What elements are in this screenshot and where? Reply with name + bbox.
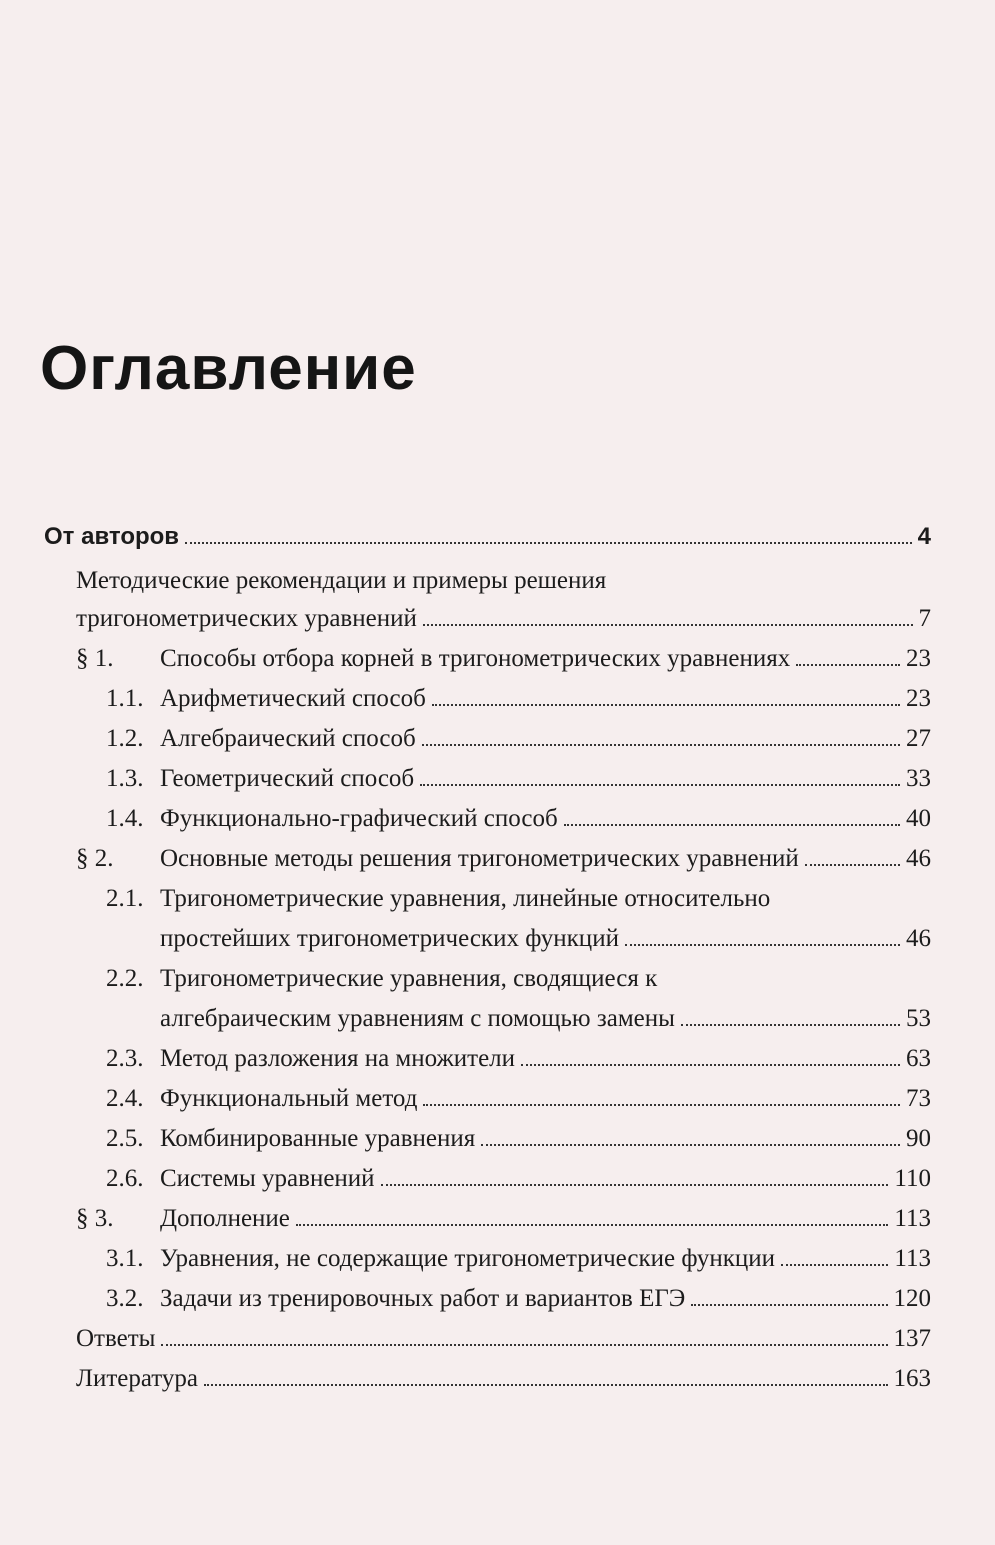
toc-entry-2-2[interactable] bbox=[160, 1004, 931, 1034]
toc-entry-title-line1: Тригонометрические уравнения, сводящиеся к bbox=[160, 965, 658, 992]
toc-entry-title: Системы уравнений bbox=[160, 1165, 375, 1192]
toc-entry-title: От авторов bbox=[44, 523, 180, 550]
toc-entry-number: 2.5. bbox=[106, 1125, 144, 1152]
toc-entry-number: 3.2. bbox=[106, 1285, 144, 1312]
toc-entry-2-3[interactable] bbox=[106, 1044, 931, 1074]
toc-entry-title: Арифметический способ bbox=[160, 685, 426, 712]
toc-entry-1-3[interactable] bbox=[106, 764, 931, 794]
toc-entry-literature[interactable] bbox=[76, 1364, 931, 1394]
toc-entry-3-1[interactable] bbox=[106, 1244, 931, 1274]
toc-page-number: 63 bbox=[906, 1045, 931, 1072]
toc-entry-title: Комбинированные уравнения bbox=[160, 1125, 476, 1152]
toc-entry-number: § 2. bbox=[76, 845, 114, 872]
toc-page-number: 110 bbox=[894, 1165, 931, 1192]
toc-entry-2-1-line1 bbox=[106, 884, 770, 914]
toc-entry-title-line1: Методические рекомендации и примеры решения bbox=[76, 567, 607, 594]
toc-entry-1-1[interactable] bbox=[106, 684, 931, 714]
toc-entry-title: Геометрический способ bbox=[160, 765, 415, 792]
toc-entry-title: Уравнения, не содержащие тригонометрические функции bbox=[160, 1245, 776, 1272]
dot-leader bbox=[423, 624, 913, 626]
dot-leader bbox=[161, 1344, 887, 1346]
toc-entry-number: 1.4. bbox=[106, 805, 144, 832]
dot-leader bbox=[381, 1184, 889, 1186]
toc-entry-number: 2.6. bbox=[106, 1165, 144, 1192]
toc-page-number: 40 bbox=[906, 805, 931, 832]
toc-entry-number: 2.4. bbox=[106, 1085, 144, 1112]
dot-leader bbox=[296, 1224, 889, 1226]
dot-leader bbox=[420, 784, 900, 786]
toc-entry-number: § 3. bbox=[76, 1205, 114, 1232]
toc-page-number: 73 bbox=[906, 1085, 931, 1112]
toc-entry-3-2[interactable] bbox=[106, 1284, 931, 1314]
toc-entry-title: Ответы bbox=[76, 1325, 156, 1352]
toc-page-number: 137 bbox=[893, 1325, 931, 1352]
toc-entry-section-1[interactable] bbox=[76, 644, 931, 674]
dot-leader bbox=[521, 1064, 900, 1066]
toc-entry-2-6[interactable] bbox=[106, 1164, 931, 1194]
toc-page-number: 113 bbox=[894, 1205, 931, 1232]
toc-page-number: 23 bbox=[906, 645, 931, 672]
toc-page-number: 113 bbox=[894, 1245, 931, 1272]
toc-entry-number: 1.3. bbox=[106, 765, 144, 792]
toc-entry-title: тригонометрических уравнений bbox=[76, 605, 417, 632]
dot-leader bbox=[681, 1024, 900, 1026]
dot-leader bbox=[423, 1104, 900, 1106]
toc-entry-answers[interactable] bbox=[76, 1324, 931, 1354]
dot-leader bbox=[805, 864, 900, 866]
toc-entry-number: 2.2. bbox=[106, 965, 144, 992]
toc-page-number: 120 bbox=[893, 1285, 931, 1312]
toc-entry-2-2-line1 bbox=[106, 964, 657, 994]
toc-entry-title: Задачи из тренировочных работ и вариантов ЕГЭ bbox=[160, 1285, 686, 1312]
dot-leader bbox=[781, 1264, 888, 1266]
toc-entry-2-5[interactable] bbox=[106, 1124, 931, 1154]
toc-page-number: 27 bbox=[906, 725, 931, 752]
toc-page-number: 4 bbox=[917, 523, 931, 550]
toc-entry-title: простейших тригонометрических функций bbox=[160, 925, 619, 952]
toc-page-number: 163 bbox=[893, 1365, 931, 1392]
toc-entry-title: Способы отбора корней в тригонометрических уравнениях bbox=[160, 645, 791, 672]
toc-entry-methodical[interactable] bbox=[76, 604, 931, 634]
toc-entry-1-4[interactable] bbox=[106, 804, 931, 834]
toc-entry-authors[interactable] bbox=[44, 522, 931, 552]
dot-leader bbox=[204, 1384, 888, 1386]
toc-entry-number: § 1. bbox=[76, 645, 114, 672]
toc-page-number: 46 bbox=[906, 845, 931, 872]
toc-entry-number: 2.1. bbox=[106, 885, 144, 912]
dot-leader bbox=[481, 1144, 900, 1146]
dot-leader bbox=[625, 944, 900, 946]
toc-entry-section-3[interactable] bbox=[76, 1204, 931, 1234]
toc-entry-number: 3.1. bbox=[106, 1245, 144, 1272]
toc-entry-title: Алгебраический способ bbox=[160, 725, 416, 752]
dot-leader bbox=[564, 824, 900, 826]
toc-entry-title: Функциональный метод bbox=[160, 1085, 418, 1112]
dot-leader bbox=[432, 704, 900, 706]
toc-entry-number: 1.1. bbox=[106, 685, 144, 712]
toc-entry-title: Литература bbox=[76, 1365, 198, 1392]
toc-entry-number: 2.3. bbox=[106, 1045, 144, 1072]
dot-leader bbox=[691, 1304, 887, 1306]
toc-entry-title: Основные методы решения тригонометрических уравнений bbox=[160, 845, 799, 872]
toc-entry-1-2[interactable] bbox=[106, 724, 931, 754]
dot-leader bbox=[796, 664, 900, 666]
toc-entry-title: Функционально-графический способ bbox=[160, 805, 558, 832]
toc-page-number: 7 bbox=[918, 605, 931, 632]
toc-page-number: 90 bbox=[906, 1125, 931, 1152]
toc-entry-section-2[interactable] bbox=[76, 844, 931, 874]
toc-entry-2-4[interactable] bbox=[106, 1084, 931, 1114]
page-title: Оглавление bbox=[40, 334, 417, 403]
dot-leader bbox=[185, 542, 912, 544]
toc-entry-number: 1.2. bbox=[106, 725, 144, 752]
toc-page-number: 23 bbox=[906, 685, 931, 712]
toc-entry-title: Метод разложения на множители bbox=[160, 1045, 516, 1072]
toc-entry-2-1[interactable] bbox=[160, 924, 931, 954]
toc-page-number: 33 bbox=[906, 765, 931, 792]
toc-entry-title: алгебраическим уравнениям с помощью замены bbox=[160, 1005, 675, 1032]
toc-page-number: 53 bbox=[906, 1005, 931, 1032]
dot-leader bbox=[422, 744, 900, 746]
toc-entry-title: Дополнение bbox=[160, 1205, 290, 1232]
toc-page-number: 46 bbox=[906, 925, 931, 952]
toc-entry-title-line1: Тригонометрические уравнения, линейные относительно bbox=[160, 885, 771, 912]
